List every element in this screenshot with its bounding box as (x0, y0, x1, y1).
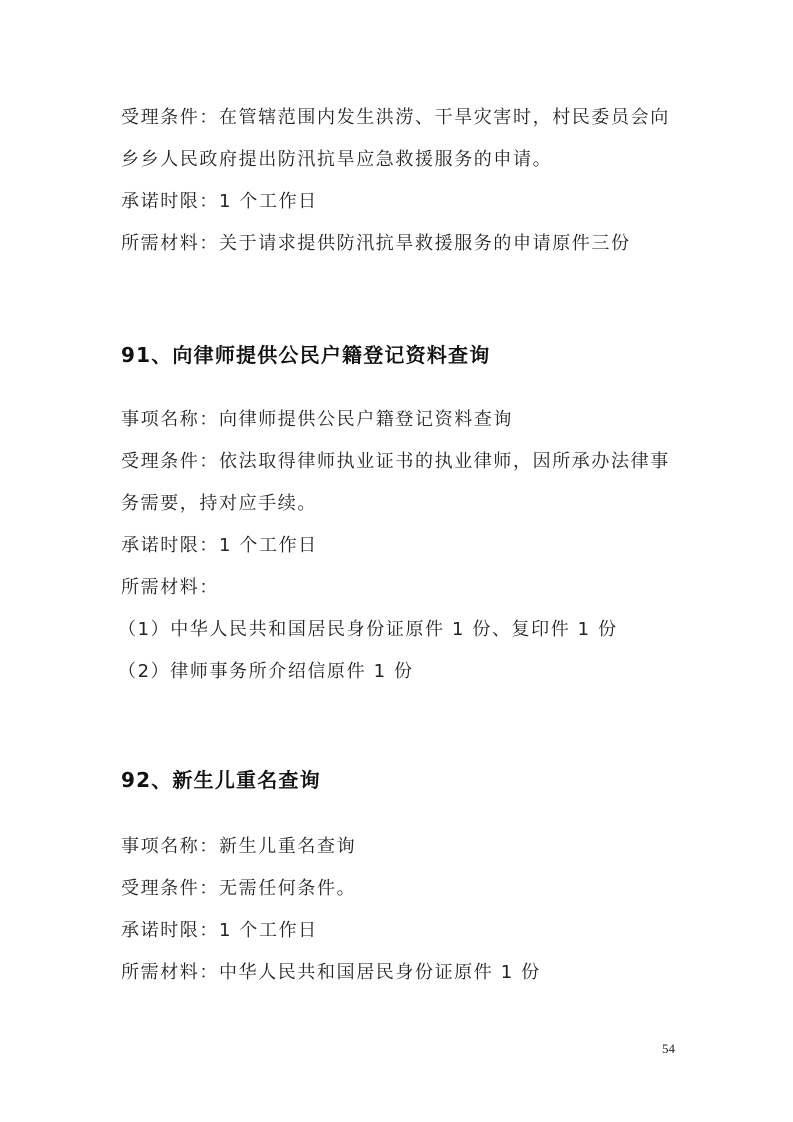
page-number: 54 (662, 1041, 675, 1056)
item-91-heading: 91、向律师提供公民户籍登记资料查询 (121, 343, 491, 367)
item-91-name: 事项名称：向律师提供公民户籍登记资料查询 (121, 409, 513, 430)
item-92-heading: 92、新生儿重名查询 (121, 768, 321, 792)
item-92-materials: 所需材料：中华人民共和国居民身份证原件 1 份 (121, 962, 541, 983)
item-91-material-2: （2）律师事务所介绍信原件 1 份 (118, 661, 414, 682)
item-91-time-limit: 承诺时限：1 个工作日 (121, 535, 318, 556)
item-91-materials-label: 所需材料： (121, 577, 219, 598)
prev-time-limit: 承诺时限：1 个工作日 (121, 191, 318, 212)
item-92-time-limit: 承诺时限：1 个工作日 (121, 920, 318, 941)
item-92-name: 事项名称：新生儿重名查询 (121, 836, 357, 857)
prev-condition-line-1: 受理条件：在管辖范围内发生洪涝、干旱灾害时，村民委员会向 (121, 107, 670, 128)
prev-materials: 所需材料：关于请求提供防汛抗旱救援服务的申请原件三份 (121, 233, 631, 254)
item-91-condition-line-1: 受理条件：依法取得律师执业证书的执业律师，因所承办法律事 (121, 451, 670, 472)
item-91-condition-line-2: 务需要，持对应手续。 (121, 493, 317, 514)
item-91-material-1: （1）中华人民共和国居民身份证原件 1 份、复印件 1 份 (118, 619, 618, 640)
prev-condition-line-2: 乡乡人民政府提出防汛抗旱应急救援服务的申请。 (121, 149, 553, 170)
item-92-condition: 受理条件：无需任何条件。 (121, 878, 357, 899)
